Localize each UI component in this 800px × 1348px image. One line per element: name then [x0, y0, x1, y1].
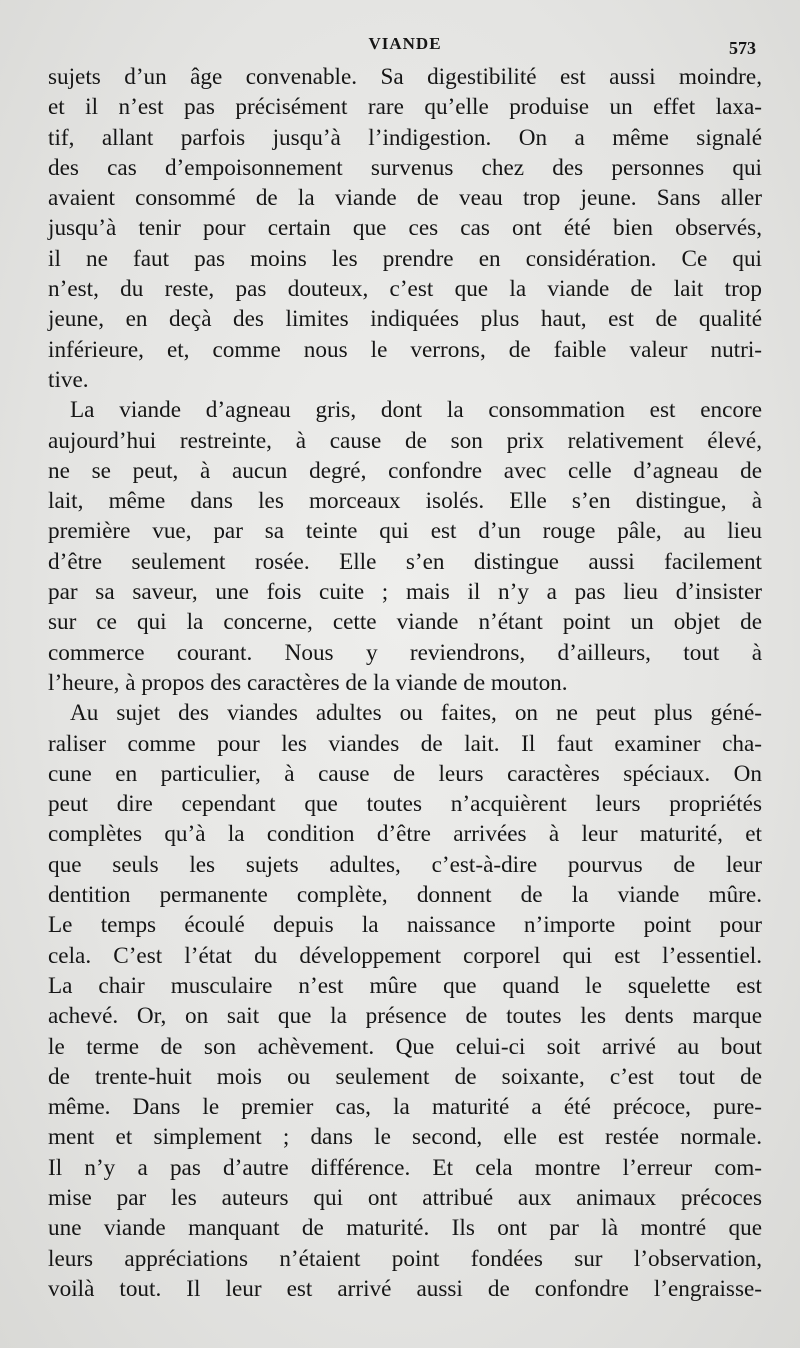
text-line: Le temps écoulé depuis la naissance n’importe point pour [48, 912, 762, 939]
running-title: VIANDE [368, 34, 442, 53]
text-line: leurs appréciations n’étaient point fondées sur l’observation, [48, 1245, 762, 1272]
text-line: sur ce qui la concerne, cette viande n’étant point un objet de [48, 609, 762, 636]
text-line: des cas d’empoisonnement survenus chez des personnes qui [48, 154, 762, 181]
text-line: jusqu’à tenir pour certain que ces cas ont été bien observés, [48, 215, 762, 242]
text-line: de trente-huit mois ou seulement de soixante, c’est tout de [48, 1063, 762, 1090]
text-line: il ne faut pas moins les prendre en considération. Ce qui [48, 245, 762, 272]
text-line: Il n’y a pas d’autre différence. Et cela montre l’erreur com- [48, 1154, 762, 1181]
text-line: achevé. Or, on sait que la présence de toutes les dents marque [48, 1003, 762, 1030]
text-line: par sa saveur, une fois cuite ; mais il n’y a pas lieu d’insister [48, 579, 762, 606]
text-line: complètes qu’à la condition d’être arrivées à leur maturité, et [48, 821, 762, 848]
text-line: même. Dans le premier cas, la maturité a été précoce, pure- [48, 1094, 762, 1121]
text-line: sujets d’un âge convenable. Sa digestibilité est aussi moindre, [48, 64, 762, 90]
text-line: commerce courant. Nous y reviendrons, d’ailleurs, tout à [48, 639, 762, 666]
text-line: d’être seulement rosée. Elle s’en distingue aussi facilement [48, 548, 762, 575]
body-text [48, 62, 762, 1304]
text-line: peut dire cependant que toutes n’acquièrent leurs propriétés [48, 791, 762, 818]
text-line: aujourd’hui restreinte, à cause de son prix relativement élevé, [48, 427, 762, 454]
text-line: ne se peut, à aucun degré, confondre avec celle d’agneau de [48, 457, 762, 484]
text-line: le terme de son achèvement. Que celui-ci soit arrivé au bout [48, 1033, 762, 1060]
text-line: et il n’est pas précisément rare qu’elle produise un effet laxa- [48, 94, 762, 121]
text-line: inférieure, et, comme nous le verrons, de faible valeur nutri- [48, 336, 762, 363]
paragraph-start-line: Au sujet des viandes adultes ou faites, on ne peut plus géné- [70, 700, 762, 727]
paragraph-start-line: La viande d’agneau gris, dont la consommation est encore [70, 397, 762, 424]
text-line: une viande manquant de maturité. Ils ont par là montré que [48, 1215, 762, 1242]
text-line: lait, même dans les morceaux isolés. Elle s’en distingue, à [48, 488, 762, 515]
page-number: 573 [729, 38, 756, 58]
text-line: voilà tout. Il leur est arrivé aussi de confondre l’engraisse- [48, 1275, 762, 1302]
text-line: ment et simplement ; dans le second, elle est restée normale. [48, 1124, 762, 1151]
paragraph-end-line: tive. [48, 366, 89, 393]
text-line: que seuls les sujets adultes, c’est-à-dire pourvus de leur [48, 851, 762, 878]
text-line: mise par les auteurs qui ont attribué aux animaux précoces [48, 1184, 762, 1211]
text-line: La chair musculaire n’est mûre que quand le squelette est [48, 972, 762, 999]
text-line: première vue, par sa teinte qui est d’un rouge pâle, au lieu [48, 518, 762, 545]
text-line: cela. C’est l’état du développement corporel qui est l’essentiel. [48, 942, 762, 969]
text-line: jeune, en deçà des limites indiquées plus haut, est de qualité [48, 306, 762, 333]
text-line: avaient consommé de la viande de veau trop jeune. Sans aller [48, 185, 762, 212]
running-head [48, 30, 762, 62]
text-line: n’est, du reste, pas douteux, c’est que la viande de lait trop [48, 276, 762, 303]
text-line: raliser comme pour les viandes de lait. Il faut examiner cha- [48, 730, 762, 757]
paragraph-end-line: l’heure, à propos des caractères de la viande de mouton. [48, 669, 568, 696]
text-line: tif, allant parfois jusqu’à l’indigestion. On a même signalé [48, 124, 762, 151]
text-line: cune en particulier, à cause de leurs caractères spéciaux. On [48, 760, 762, 787]
text-line: dentition permanente complète, donnent de la viande mûre. [48, 882, 762, 909]
